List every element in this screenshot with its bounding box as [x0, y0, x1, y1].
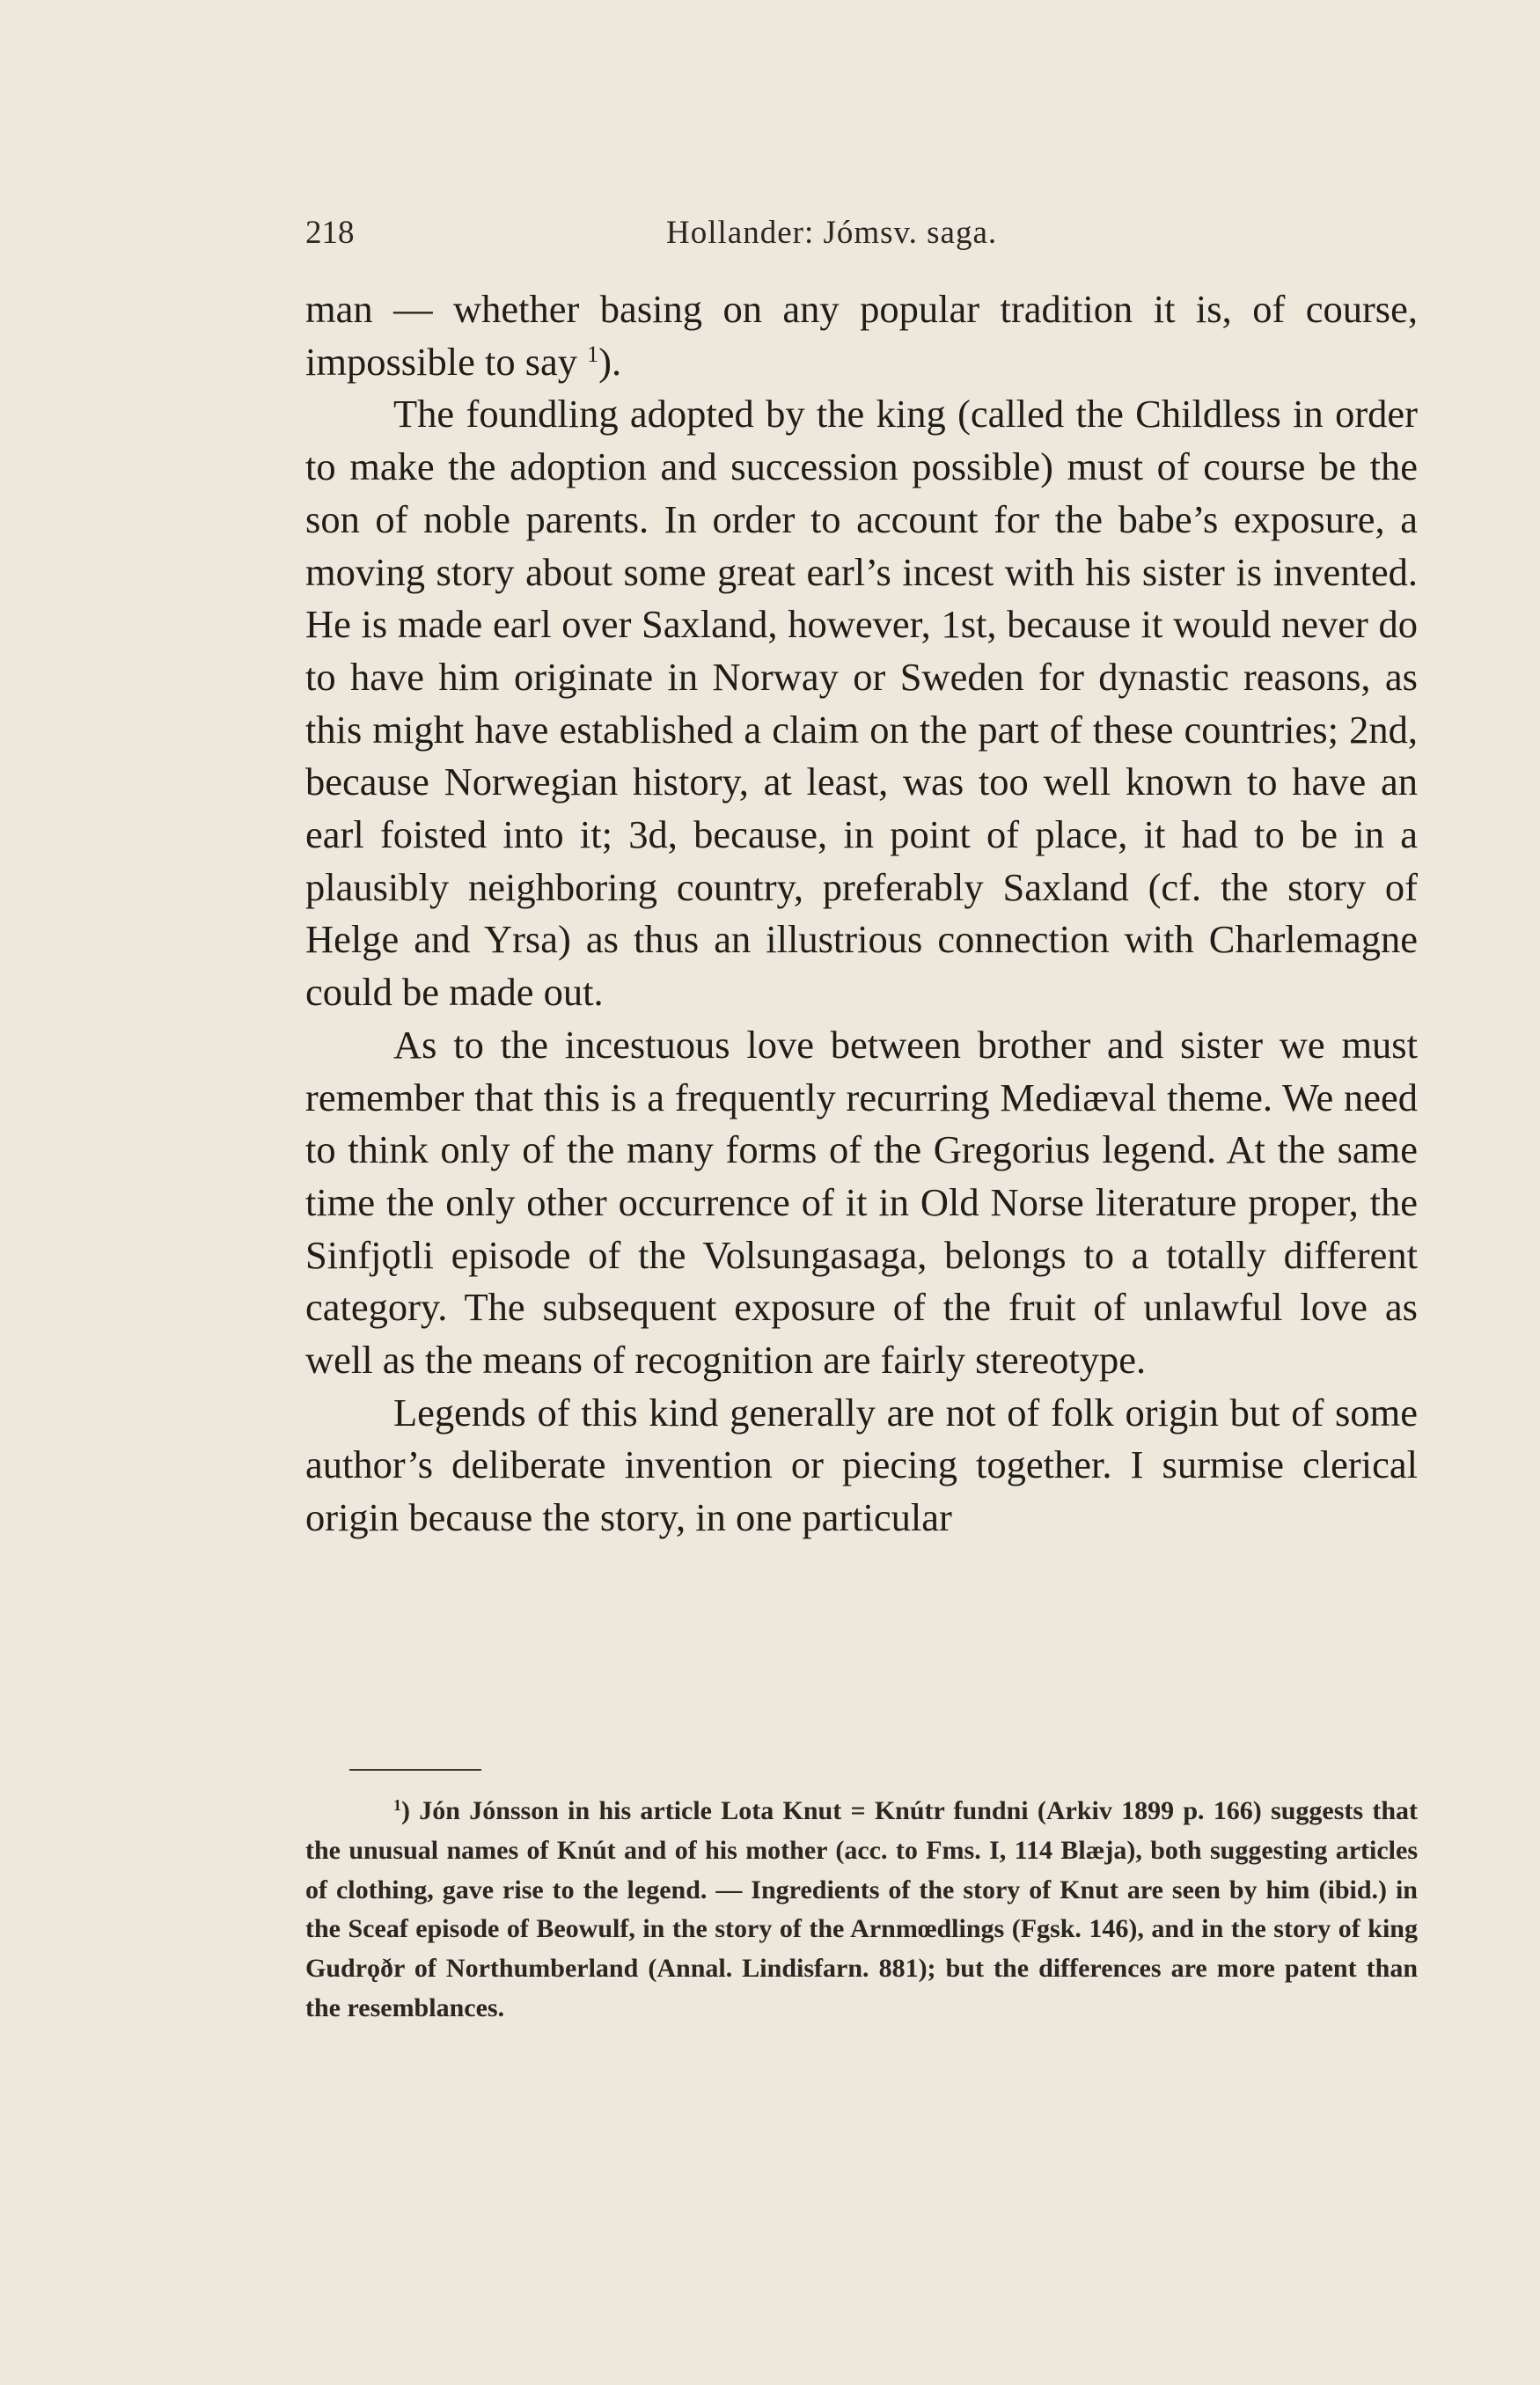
page-number: 218 — [305, 215, 355, 251]
paragraph: As to the incestuous love between brother and sister we must remember that this is a frequently recurring Mediæval theme. We need to think only of the many forms of the Gregorius legend. At the same time the only other occurrence of it in Old Norse literature proper, the Sinfjǫtli episode of the Volsungasaga, belongs to a totally different category. The subsequent exposure of the fruit of unlawful love as well as the means of recognition are fairly stereotype. — [305, 1022, 1418, 1383]
footnote-reference: 1 — [587, 341, 599, 367]
paragraph-continuation — [305, 283, 1418, 388]
footnote-marker: 1 — [393, 1796, 401, 1814]
running-head: Hollander: Jómsv. saga. — [666, 215, 998, 251]
paragraph: The foundling adopted by the king (called the Childless in order to make the adoption and succession possible) must of course be the son of noble parents. In order to account for the babe’s exposure, a moving story about some great earl’s incest with his sister is invented. He is made earl over Saxland, however, 1st, because it would never do to have him originate in Norway or Sweden for dynastic reasons, as this might have established a claim on the part of these countries; 2nd, because Norwegian history, at least, was too well known to have an earl foisted into it; 3d, because, in point of place, it had to be in a plausibly neighboring country, preferably Saxland (cf. the story of Helge and Yrsa) as thus an illustrious connection with Charlemagne could be made out. — [305, 392, 1418, 1015]
footnote-divider — [349, 1769, 481, 1771]
page-header — [305, 214, 1418, 258]
footnote-text: ) Jón Jónsson in his article Lota Knut = Knútr fundni (Arkiv 1899 p. 166) suggests that the unusual names of Knút and of his mother (acc. to Fms. I, 114 Blæja), both suggesting articles of clothing, gave rise to the legend. — Ingredients of the story of Knut are seen by him (ibid.) in the Sceaf episode of Beowulf, in the story of the Arnmœdlings (Fgsk. 146), and in the story of king Gudrǫðr of Northumberland (Annal. Lindisfarn. 881); but the differences are more patent than the resemblances. — [305, 1796, 1418, 2022]
paragraph: Legends of this kind generally are not of folk origin but of some author’s deliberate invention or piecing together. I surmise clerical origin because the story, in one particular — [305, 1390, 1418, 1540]
paragraph-text: man — whether basing on any popular tradition it is, of course, impossible to say — [305, 287, 1418, 384]
paragraph-text-end: ). — [598, 339, 622, 384]
body-text — [305, 283, 1418, 1545]
footnote — [305, 1792, 1418, 2029]
